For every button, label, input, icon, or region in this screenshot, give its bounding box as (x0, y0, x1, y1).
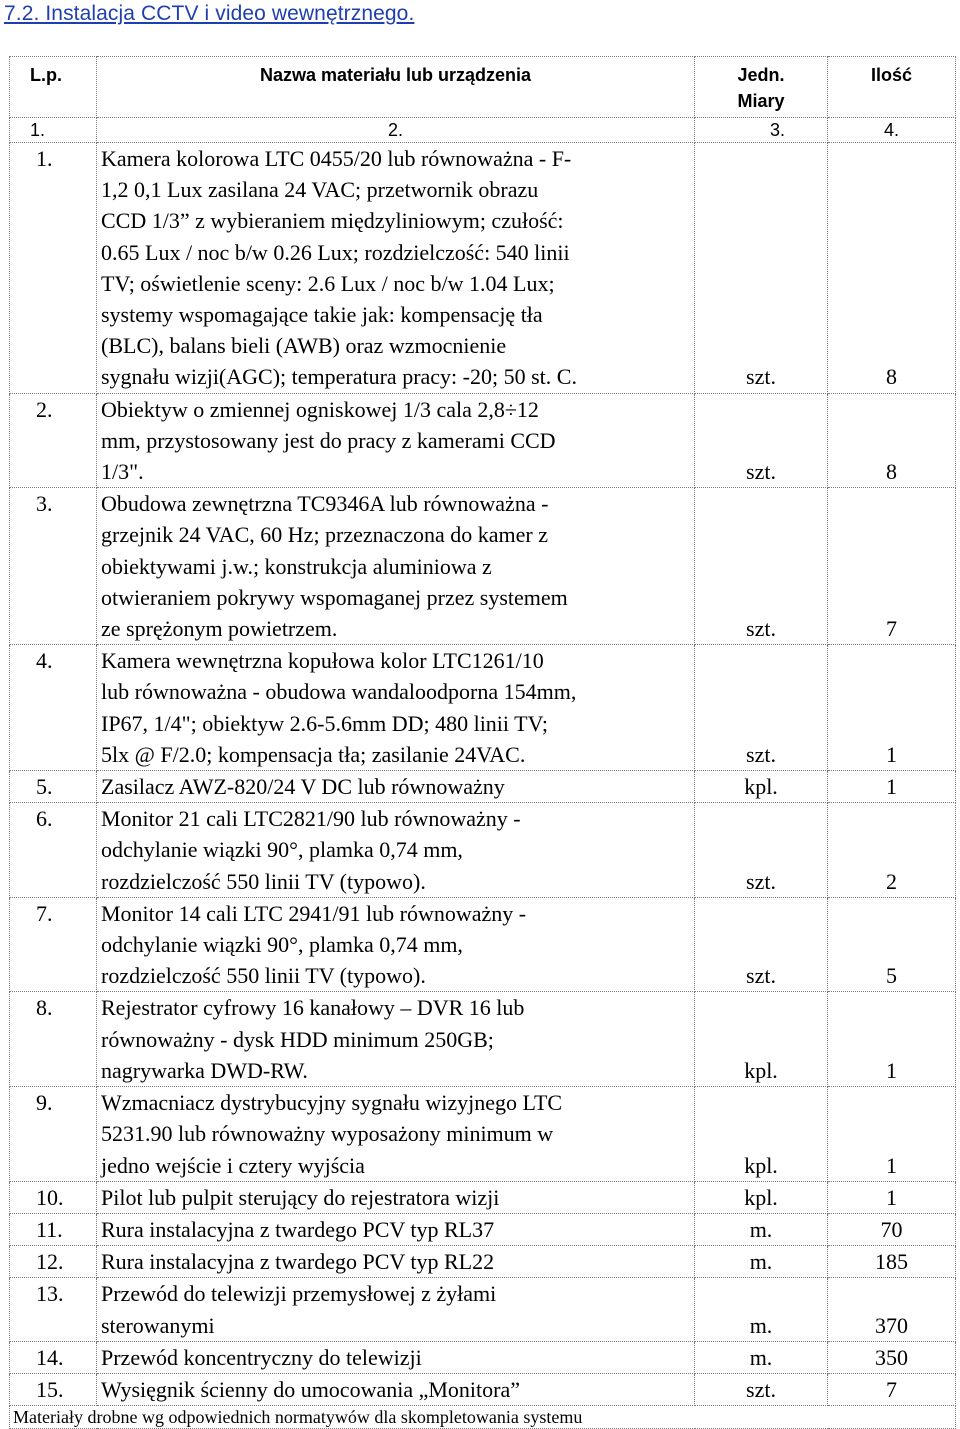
row-name-line: (BLC), balans bieli (AWB) oraz wzmocnienie (101, 333, 507, 359)
row-name (97, 771, 695, 803)
row-qty: 7 (828, 1373, 956, 1405)
table-row (10, 645, 956, 771)
row-name-line: TV; oświetlenie sceny: 2.6 Lux / noc b/w 1.04 Lux; (101, 270, 555, 296)
row-name-line: CCD 1/3” z wybieraniem międzyliniowym; czułość: (101, 208, 564, 234)
row-name-line: 5lx @ F/2.0; kompensacja tła; zasilanie 24VAC. (101, 741, 526, 767)
row-unit: m. (695, 1246, 828, 1278)
table-row (10, 1181, 956, 1213)
row-name-line: odchylanie wiązki 90°, plamka 0,74 mm, (101, 837, 463, 863)
row-name-line: równoważny - dysk HDD minimum 250GB; (101, 1026, 494, 1052)
materials-table-body (10, 57, 956, 1429)
row-name (97, 645, 695, 771)
row-lp: 15. (10, 1373, 97, 1405)
row-name-line: Obudowa zewnętrzna TC9346A lub równoważna - (101, 491, 549, 517)
row-unit: kpl. (695, 992, 828, 1087)
row-name-line: nagrywarka DWD-RW. (101, 1057, 308, 1083)
table-row (10, 1278, 956, 1341)
row-name-line: 5231.90 lub równoważny wyposażony minimum w (101, 1121, 554, 1147)
row-name-line: Przewód koncentryczny do telewizji (101, 1344, 422, 1370)
row-qty: 1 (828, 645, 956, 771)
header-name: Nazwa materiału lub urządzenia (97, 57, 695, 118)
row-name-line: systemy wspomagające takie jak: kompensację tła (101, 302, 543, 328)
row-qty: 70 (828, 1213, 956, 1245)
row-name-line: 1,2 0,1 Lux zasilana 24 VAC; przetwornik obrazu (101, 177, 539, 203)
row-lp: 11. (10, 1213, 97, 1245)
row-qty: 185 (828, 1246, 956, 1278)
table-row (10, 488, 956, 645)
row-name-line: Pilot lub pulpit sterujący do rejestratora wizji (101, 1184, 500, 1210)
header-unit-line2: Miary (737, 91, 785, 111)
column-number-row (10, 118, 956, 143)
row-name-line: ze sprężonym powietrzem. (101, 616, 338, 642)
row-name-line: obiektywami j.w.; konstrukcja aluminiowa z (101, 553, 492, 579)
row-qty: 1 (828, 771, 956, 803)
row-qty: 370 (828, 1278, 956, 1341)
row-name (97, 1341, 695, 1373)
row-name (97, 1181, 695, 1213)
row-name-line: Kamera kolorowa LTC 0455/20 lub równoważna - F- (101, 146, 572, 171)
row-name-line: Obiektyw o zmiennej ogniskowej 1/3 cala 2,8÷12 (101, 396, 539, 422)
row-qty: 1 (828, 1181, 956, 1213)
row-name-line: 1/3". (101, 459, 144, 485)
row-qty: 8 (828, 143, 956, 394)
row-name (97, 992, 695, 1087)
row-name-line: Rura instalacyjna z twardego PCV typ RL22 (101, 1249, 495, 1275)
row-name (97, 1246, 695, 1278)
footer-note: Materiały drobne wg odpowiednich normatywów dla skompletowania systemu (10, 1406, 956, 1429)
row-qty: 350 (828, 1341, 956, 1373)
row-unit: m. (695, 1341, 828, 1373)
table-row (10, 803, 956, 898)
header-lp: L.p. (10, 57, 97, 118)
row-lp: 6. (10, 803, 97, 898)
column-number-name: 2. (97, 118, 695, 143)
header-row (10, 57, 956, 118)
row-lp: 12. (10, 1246, 97, 1278)
row-unit: m. (695, 1213, 828, 1245)
row-qty: 2 (828, 803, 956, 898)
column-number-unit: 3. (695, 118, 828, 143)
table-row (10, 1341, 956, 1373)
row-name-line: grzejnik 24 VAC, 60 Hz; przeznaczona do kamer z (101, 522, 548, 548)
row-unit: szt. (695, 645, 828, 771)
row-name (97, 143, 695, 394)
row-name-line: Zasilacz AWZ-820/24 V DC lub równoważny (101, 774, 505, 800)
row-name-line: Rura instalacyjna z twardego PCV typ RL37 (101, 1216, 495, 1242)
table-row (10, 143, 956, 394)
row-unit: kpl. (695, 771, 828, 803)
table-row (10, 897, 956, 992)
row-lp: 5. (10, 771, 97, 803)
row-unit: szt. (695, 1373, 828, 1405)
row-name (97, 1373, 695, 1405)
row-name (97, 803, 695, 898)
row-name-line: lub równoważna - obudowa wandaloodporna 154mm, (101, 679, 577, 705)
row-name-line: Wzmacniacz dystrybucyjny sygnału wizyjnego LTC (101, 1090, 563, 1116)
row-name (97, 1213, 695, 1245)
section-heading: 7.2. Instalacja CCTV i video wewnętrznego. (4, 2, 415, 25)
row-lp: 2. (10, 393, 97, 488)
row-qty: 7 (828, 488, 956, 645)
row-unit: szt. (695, 488, 828, 645)
column-number-qty: 4. (828, 118, 956, 143)
row-unit: m. (695, 1278, 828, 1341)
header-unit-line1: Jedn. (737, 65, 785, 85)
row-name-line: rozdzielczość 550 linii TV (typowo). (101, 963, 426, 989)
row-qty: 8 (828, 393, 956, 488)
row-qty: 5 (828, 897, 956, 992)
header-unit (695, 57, 828, 118)
row-name-line: mm, przystosowany jest do pracy z kamerami CCD (101, 427, 556, 453)
row-name-line: IP67, 1/4"; obiektyw 2.6-5.6mm DD; 480 linii TV; (101, 710, 548, 736)
table-row (10, 1246, 956, 1278)
table-row (10, 992, 956, 1087)
table-row (10, 1213, 956, 1245)
row-name (97, 393, 695, 488)
row-lp: 9. (10, 1087, 97, 1182)
row-unit: szt. (695, 897, 828, 992)
row-lp: 14. (10, 1341, 97, 1373)
table-row (10, 1373, 956, 1405)
row-name-line: Rejestrator cyfrowy 16 kanałowy – DVR 16 lub (101, 995, 525, 1021)
row-lp: 10. (10, 1181, 97, 1213)
row-unit: kpl. (695, 1181, 828, 1213)
row-lp: 7. (10, 897, 97, 992)
row-name (97, 488, 695, 645)
row-lp: 1. (10, 143, 97, 394)
row-qty: 1 (828, 1087, 956, 1182)
header-qty: Ilość (828, 57, 956, 118)
row-name-line: sterowanymi (101, 1312, 215, 1338)
column-number-lp: 1. (10, 118, 97, 143)
row-name-line: Wysięgnik ścienny do umocowania „Monitora” (101, 1376, 521, 1402)
table-row (10, 1087, 956, 1182)
row-unit: szt. (695, 803, 828, 898)
row-name-line: sygnału wizji(AGC); temperatura pracy: -20; 50 st. C. (101, 364, 577, 390)
row-name (97, 897, 695, 992)
row-name-line: Monitor 14 cali LTC 2941/91 lub równoważny - (101, 900, 527, 926)
row-name-line: Przewód do telewizji przemysłowej z żyłami (101, 1281, 497, 1307)
row-unit: szt. (695, 143, 828, 394)
table-row (10, 393, 956, 488)
row-lp: 13. (10, 1278, 97, 1341)
row-name-line: jedno wejście i cztery wyjścia (101, 1152, 365, 1178)
row-name (97, 1278, 695, 1341)
row-name-line: otwieraniem pokrywy wspomaganej przez systemem (101, 584, 568, 610)
row-name-line: 0.65 Lux / noc b/w 0.26 Lux; rozdzielczość: 540 linii (101, 239, 570, 265)
row-name-line: odchylanie wiązki 90°, plamka 0,74 mm, (101, 932, 463, 958)
materials-table (9, 56, 956, 1429)
row-name-line: Kamera wewnętrzna kopułowa kolor LTC1261/10 (101, 648, 544, 674)
row-name-line: Monitor 21 cali LTC2821/90 lub równoważny - (101, 806, 521, 832)
table-row (10, 771, 956, 803)
footer-row (10, 1406, 956, 1429)
row-qty: 1 (828, 992, 956, 1087)
row-name (97, 1087, 695, 1182)
row-lp: 8. (10, 992, 97, 1087)
row-unit: kpl. (695, 1087, 828, 1182)
row-lp: 4. (10, 645, 97, 771)
row-name-line: rozdzielczość 550 linii TV (typowo). (101, 868, 426, 894)
row-lp: 3. (10, 488, 97, 645)
row-unit: szt. (695, 393, 828, 488)
